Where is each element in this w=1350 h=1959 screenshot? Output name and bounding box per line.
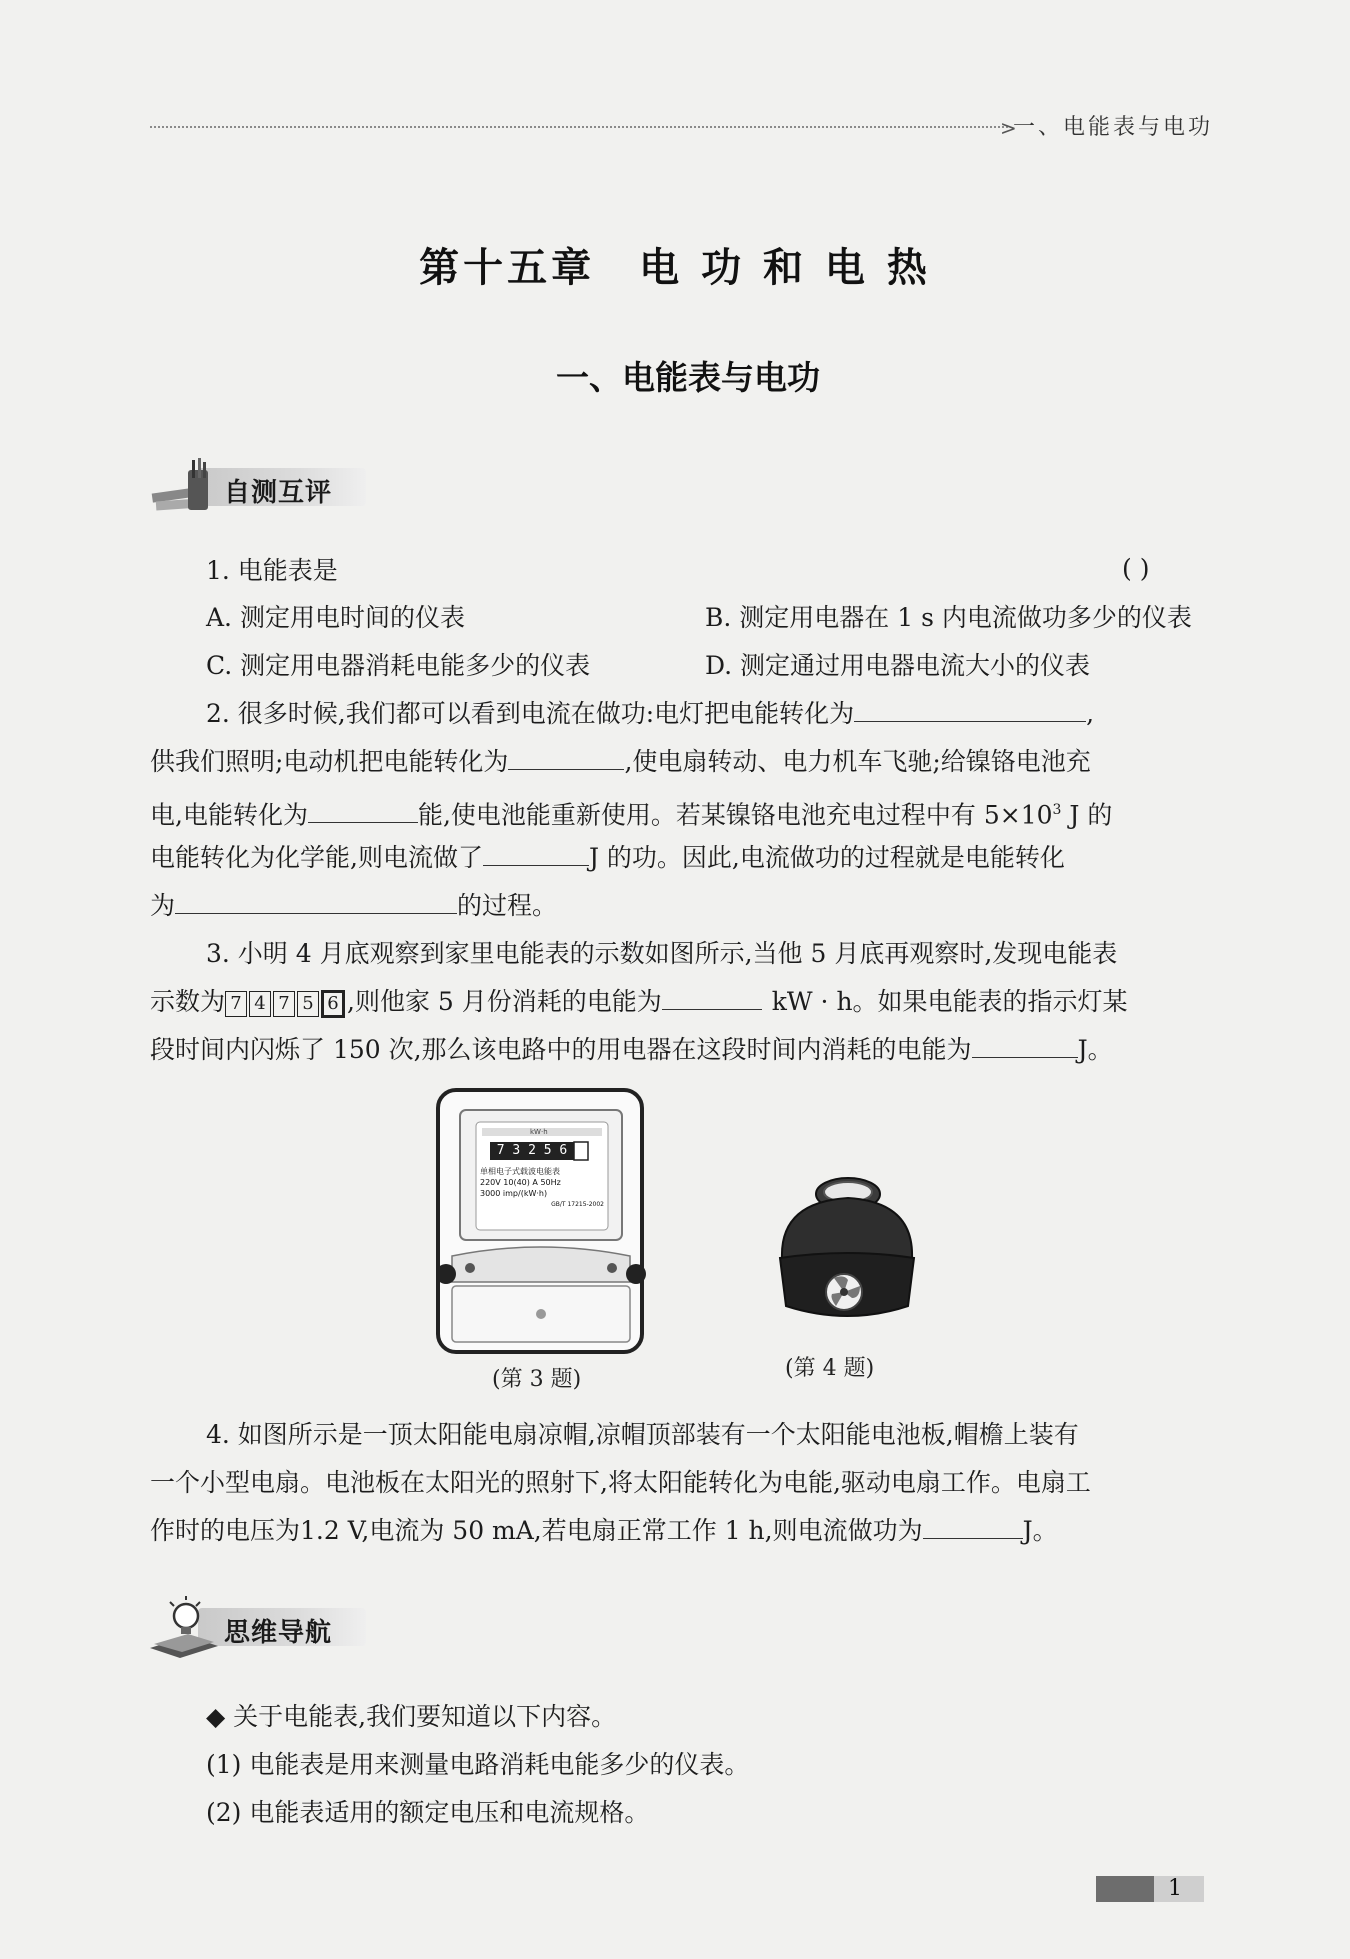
q2-text: J 的 — [1061, 800, 1113, 830]
q1-option-d: D. 测定通过用电器电流大小的仪表 — [705, 651, 1091, 680]
meter-digit-box: 7 — [273, 991, 295, 1017]
header-dotted-rule — [150, 126, 1008, 128]
q1-option-a: A. 测定用电时间的仪表 — [206, 603, 465, 632]
answer-blank — [923, 1516, 1023, 1539]
meter-unit: kW·h — [530, 1128, 548, 1136]
answer-blank — [662, 987, 762, 1010]
lightbulb-book-icon — [148, 1596, 228, 1660]
q2-text: 电,电能转化为 — [150, 800, 308, 830]
q2-text: 为 — [150, 891, 176, 920]
badge-label: 思维导航 — [224, 1618, 333, 1648]
section-title: 一、电能表与电功 — [556, 358, 820, 397]
guide-intro: ◆ 关于电能表,我们要知道以下内容。 — [206, 1702, 617, 1731]
answer-blank — [854, 699, 1086, 722]
q2-line-1 — [206, 697, 1094, 731]
meter-digit-box-decimal: 6 — [321, 990, 345, 1018]
q4-text: 作时的电压为1.2 V,电流为 50 mA,若电扇正常工作 1 h,则电流做功为 — [150, 1516, 923, 1545]
q1-stem: 1. 电能表是 — [206, 556, 338, 585]
q3-text: J。 — [1077, 1035, 1113, 1064]
page-number: 1 — [1168, 1876, 1182, 1901]
q1-option-b: B. 测定用电器在 1 s 内电流做功多少的仪表 — [705, 603, 1192, 632]
q2-text: 的过程。 — [457, 891, 558, 920]
meter-nameplate — [480, 1166, 604, 1210]
solar-fan-hat-figure — [768, 1168, 918, 1342]
q1-option-c: C. 测定用电器消耗电能多少的仪表 — [206, 651, 591, 680]
electric-meter-figure — [430, 1086, 652, 1360]
q2-text: 供我们照明;电动机把电能转化为 — [150, 747, 509, 776]
q2-text: ,使电扇转动、电力机车飞驰;给镍铬电池充 — [624, 747, 1091, 776]
guide-item-1: (1) 电能表是用来测量电路消耗电能多少的仪表。 — [206, 1750, 750, 1779]
books-pencil-icon — [148, 456, 228, 520]
q2-line-5 — [150, 889, 557, 923]
badge-self-test — [148, 462, 368, 514]
q4-line-1: 4. 如图所示是一顶太阳能电扇凉帽,凉帽顶部装有一个太阳能电池板,帽檐上装有 — [206, 1420, 1079, 1449]
page-tab-dark — [1096, 1876, 1154, 1902]
answer-blank — [308, 800, 418, 823]
meter-digit-box: 7 — [225, 991, 247, 1017]
q3-text: 示数为 — [150, 987, 226, 1016]
q2-text: , — [1086, 699, 1095, 728]
answer-blank — [508, 747, 624, 770]
meter-spec: 220V 10(40) A 50Hz — [480, 1178, 561, 1187]
q3-text: ,则他家 5 月份消耗的电能为 — [347, 987, 662, 1016]
chapter-number: 第十五章 — [419, 245, 596, 291]
figure-4-caption: (第 4 题) — [785, 1356, 875, 1381]
header-arrow-icon: > — [1000, 116, 1017, 140]
answer-blank — [972, 1035, 1078, 1058]
meter-reading: 7 3 2 5 6 — [496, 1143, 568, 1158]
chapter-title — [0, 236, 1350, 293]
meter-digit-box: 4 — [249, 991, 271, 1017]
electric-meter-illustration — [430, 1086, 652, 1356]
q4-text: J。 — [1022, 1516, 1058, 1545]
q3-text: kW · h。如果电能表的指示灯某 — [771, 987, 1128, 1016]
q3-line-1: 3. 小明 4 月底观察到家里电能表的示数如图所示,当他 5 月底再观察时,发现电能表 — [206, 939, 1118, 968]
q3-line-3 — [150, 1033, 1113, 1067]
meter-standard-mark: GB/T 17215-2002 — [551, 1201, 604, 1208]
meter-digit-box: 5 — [297, 991, 319, 1017]
badge-label: 自测互评 — [224, 478, 333, 508]
running-header-title: 一、电能表与电功 — [1013, 115, 1214, 140]
q3-line-2 — [150, 985, 1128, 1019]
q3-text: 段时间内闪烁了 150 次,那么该电路中的用电器在这段时间内消耗的电能为 — [150, 1035, 972, 1064]
meter-name: 单相电子式载波电能表 — [480, 1167, 560, 1176]
q2-text: J 的功。因此,电流做功的过程就是电能转化 — [588, 843, 1065, 872]
q2-text: 2. 很多时候,我们都可以看到电流在做功:电灯把电能转化为 — [206, 699, 855, 728]
q2-line-4 — [150, 841, 1065, 875]
answer-blank — [175, 891, 457, 914]
q2-line-3 — [150, 793, 1112, 832]
q1-answer-paren: ( ) — [1122, 554, 1150, 583]
q2-text: 能,使电池能重新使用。若某镍铬电池充电过程中有 5×10 — [417, 800, 1053, 830]
solar-fan-hat-illustration — [768, 1168, 918, 1338]
q4-line-3 — [150, 1514, 1058, 1548]
exponent: 3 — [1052, 802, 1062, 818]
chapter-name: 电 功 和 电 热 — [639, 245, 931, 291]
page-number-tab — [1096, 1876, 1204, 1902]
badge-mind-map — [148, 1602, 368, 1654]
figure-3-caption: (第 3 题) — [492, 1367, 582, 1392]
answer-blank — [483, 843, 589, 866]
q2-text: 电能转化为化学能,则电流做了 — [150, 843, 483, 872]
meter-spec: 3000 imp/(kW·h) — [480, 1189, 548, 1198]
guide-item-2: (2) 电能表适用的额定电压和电流规格。 — [206, 1798, 650, 1827]
q4-line-2: 一个小型电扇。电池板在太阳光的照射下,将太阳能转化为电能,驱动电扇工作。电扇工 — [150, 1468, 1091, 1497]
q2-line-2 — [150, 745, 1091, 779]
